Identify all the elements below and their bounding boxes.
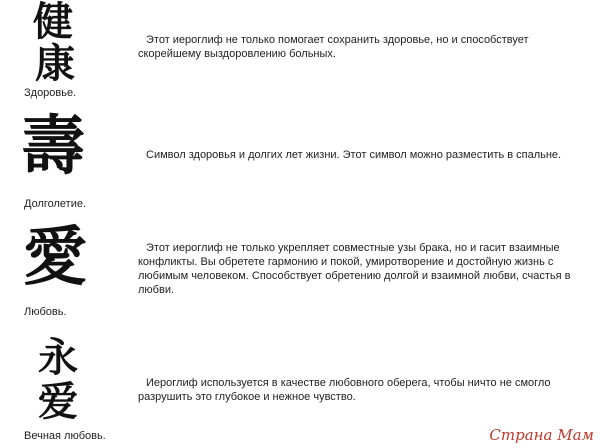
caption-longevity: Долголетие. xyxy=(24,198,87,210)
watermark-logo: Страна Мам xyxy=(489,426,594,444)
caption-eternal-love: Вечная любовь. xyxy=(24,430,106,442)
caption-love: Любовь. xyxy=(24,306,67,318)
hieroglyph-longevity: 壽 xyxy=(21,109,85,184)
description-health: Этот иероглиф не только помогает сохранить здоровье, но и способствует скорейшему выздоровлению больных. xyxy=(138,34,529,60)
description-eternal-love: Иероглиф используется в качестве любовного оберега, чтобы ничто не смогло разрушить это глубокое и нежное чувство. xyxy=(138,377,551,403)
hieroglyph-love: 愛 xyxy=(23,220,87,295)
hieroglyph-eternal-love-2: 爱 xyxy=(38,378,78,425)
hieroglyph-health-2: 康 xyxy=(35,40,75,87)
caption-health: Здоровье. xyxy=(24,87,77,99)
description-love: Этот иероглиф не только укрепляет совместные узы брака, но и гасит взаимные конфликты. Вы обретете гармонию и покой, умиротворение и достойную жизнь с любимым человеком. Способствует обретению долгой и взаимной любви, счастья в любви. xyxy=(138,242,571,296)
hieroglyph-health-1: 健 xyxy=(33,0,73,45)
hieroglyph-eternal-love-1: 永 xyxy=(38,334,78,381)
description-longevity: Символ здоровья и долгих лет жизни. Этот символ можно разместить в спальне. xyxy=(146,149,562,161)
